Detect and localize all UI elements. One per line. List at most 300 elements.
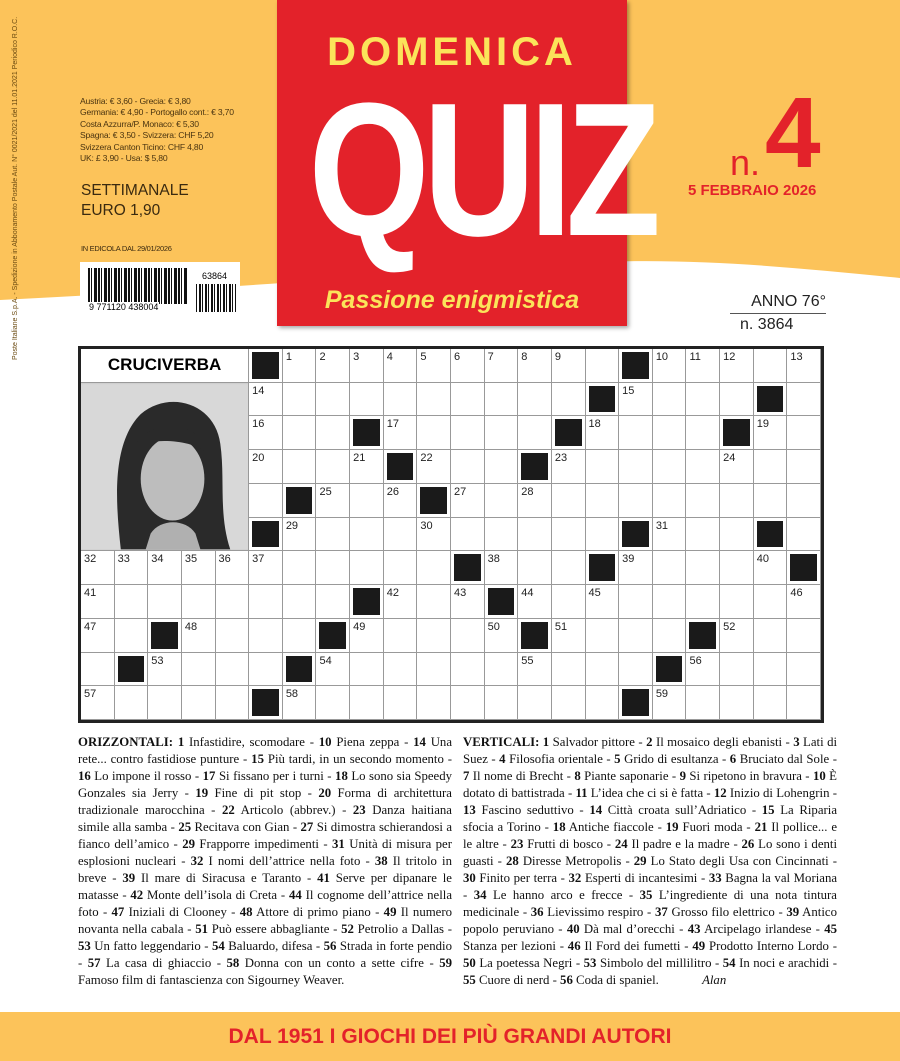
grid-cell[interactable] <box>720 349 754 383</box>
grid-cell[interactable] <box>249 585 283 619</box>
clue <box>569 871 698 885</box>
cell-number: 10 <box>655 351 669 363</box>
grid-cell[interactable] <box>552 349 586 383</box>
grid-cell[interactable] <box>283 619 317 653</box>
grid-cell[interactable] <box>384 585 418 619</box>
grid-cell[interactable] <box>754 450 788 484</box>
clue-number: 39 <box>786 905 800 919</box>
grid-cell[interactable] <box>81 585 115 619</box>
grid-cell[interactable] <box>754 551 788 585</box>
grid-cell[interactable] <box>451 619 485 653</box>
grid-cell[interactable] <box>686 416 720 450</box>
clue <box>506 854 621 868</box>
grid-cell[interactable] <box>316 383 350 417</box>
clue-number: 45 <box>824 922 837 936</box>
grid-cell[interactable] <box>586 619 620 653</box>
black-cell <box>283 653 317 687</box>
cell-number: 51 <box>554 620 568 633</box>
grid-cell[interactable] <box>216 551 250 585</box>
grid-cell[interactable] <box>720 653 754 687</box>
grid-cell[interactable] <box>316 551 350 585</box>
grid-cell[interactable] <box>249 653 283 687</box>
grid-cell[interactable] <box>686 551 720 585</box>
grid-cell[interactable] <box>686 484 720 518</box>
cell-number: 55 <box>521 654 534 667</box>
grid-cell[interactable] <box>485 349 519 383</box>
grid-cell[interactable] <box>787 416 821 450</box>
grid-cell[interactable] <box>787 686 821 720</box>
grid-cell[interactable] <box>686 349 720 383</box>
grid-cell[interactable] <box>384 518 418 552</box>
grid-cell[interactable] <box>754 416 788 450</box>
clue-number: 14 <box>589 803 603 817</box>
grid-cell[interactable] <box>686 518 720 552</box>
clue-text: Antico popolo peruviano <box>463 905 838 936</box>
grid-cell[interactable] <box>787 383 821 417</box>
grid-cell[interactable] <box>417 585 451 619</box>
grid-cell[interactable] <box>619 484 653 518</box>
grid-cell[interactable] <box>485 551 519 585</box>
grid-cell[interactable] <box>518 551 552 585</box>
grid-cell[interactable] <box>586 416 620 450</box>
clue-text: Può essere abbagliante <box>211 922 330 936</box>
grid-cell[interactable] <box>653 349 687 383</box>
grid-cell[interactable] <box>787 518 821 552</box>
grid-cell[interactable] <box>619 450 653 484</box>
grid-cell[interactable] <box>417 686 451 720</box>
grid-cell[interactable] <box>384 349 418 383</box>
grid-cell[interactable] <box>384 686 418 720</box>
clue-text: Lati di Suez <box>463 735 838 766</box>
grid-cell[interactable] <box>686 653 720 687</box>
cell-number: 54 <box>319 654 332 667</box>
grid-cell[interactable] <box>451 653 485 687</box>
grid-cell[interactable] <box>384 653 418 687</box>
grid-cell[interactable] <box>653 416 687 450</box>
grid-cell[interactable] <box>451 585 485 619</box>
clue-text: Donna con un conto a sette cifre <box>244 956 424 970</box>
clue <box>78 939 201 953</box>
black-cell <box>384 450 418 484</box>
black-cell <box>619 686 653 720</box>
grid-cell[interactable] <box>485 484 519 518</box>
grid-cell[interactable] <box>552 450 586 484</box>
clue-text: Stanza per lezioni <box>463 939 556 953</box>
grid-cell[interactable] <box>182 686 216 720</box>
clue-number: 1 <box>542 735 550 749</box>
grid-cell[interactable] <box>485 686 519 720</box>
clue <box>463 956 572 970</box>
cover-price: EURO 1,90 <box>81 202 161 219</box>
grid-cell[interactable] <box>485 619 519 653</box>
clue-number: 4 <box>499 752 506 766</box>
author-signature: Alan <box>702 973 727 987</box>
grid-cell[interactable] <box>586 686 620 720</box>
grid-cell[interactable] <box>619 619 653 653</box>
grid-cell[interactable] <box>619 383 653 417</box>
clue-number: 26 <box>741 837 755 851</box>
clue-text: Inizio di Lohengrin <box>729 786 830 800</box>
grid-cell[interactable] <box>81 686 115 720</box>
grid-cell[interactable] <box>754 484 788 518</box>
grid-cell[interactable] <box>586 653 620 687</box>
grid-cell[interactable] <box>653 551 687 585</box>
clue <box>178 735 305 749</box>
grid-cell[interactable] <box>787 585 821 619</box>
grid-cell[interactable] <box>518 585 552 619</box>
cell-number: 31 <box>655 519 669 532</box>
barcode-number: 9 771120 438004 <box>89 302 159 312</box>
clue <box>614 752 718 766</box>
clue <box>666 820 743 834</box>
grid-cell[interactable] <box>552 551 586 585</box>
grid-cell[interactable] <box>417 518 451 552</box>
grid-cell[interactable] <box>451 518 485 552</box>
clue-text: Lievissimo respiro <box>547 905 644 919</box>
clue-number: 8 <box>574 769 581 783</box>
grid-cell[interactable] <box>720 484 754 518</box>
clue-number: 48 <box>239 905 253 919</box>
grid-cell[interactable] <box>619 416 653 450</box>
clue <box>226 956 424 970</box>
grid-cell[interactable] <box>283 518 317 552</box>
cell-number: 53 <box>151 654 164 667</box>
black-cell <box>249 349 283 383</box>
grid-cell[interactable] <box>518 416 552 450</box>
clue-text: Antiche fiaccole <box>568 820 654 834</box>
black-cell <box>586 383 620 417</box>
black-cell <box>148 619 182 653</box>
grid-cell[interactable] <box>451 383 485 417</box>
grid-cell[interactable] <box>350 653 384 687</box>
clue-text: Lo sono sia Speedy Gonzales sia Jerry <box>78 769 453 800</box>
clue <box>584 956 712 970</box>
grid-cell[interactable] <box>316 416 350 450</box>
grid-cell[interactable] <box>552 383 586 417</box>
grid-cell[interactable] <box>249 619 283 653</box>
grid-cell[interactable] <box>586 518 620 552</box>
grid-cell[interactable] <box>586 450 620 484</box>
grid-cell[interactable] <box>350 349 384 383</box>
clue-number: 14 <box>413 735 426 749</box>
cell-number: 24 <box>723 452 736 465</box>
grid-cell[interactable] <box>148 686 182 720</box>
grid-cell[interactable] <box>754 349 788 383</box>
clue-number: 32 <box>190 854 204 868</box>
grid-cell[interactable] <box>518 383 552 417</box>
grid-cell[interactable] <box>115 585 149 619</box>
grid-cell[interactable] <box>216 585 250 619</box>
across-heading: ORIZZONTALI: <box>78 735 174 749</box>
black-cell <box>518 619 552 653</box>
grid-cell[interactable] <box>787 484 821 518</box>
grid-cell[interactable] <box>249 383 283 417</box>
clue <box>499 752 603 766</box>
clue-text: Bruciato dal Sole <box>739 752 830 766</box>
grid-cell[interactable] <box>384 484 418 518</box>
clue-number: 18 <box>335 769 348 783</box>
grid-cell[interactable] <box>787 619 821 653</box>
clue-number: 10 <box>318 735 332 749</box>
grid-cell[interactable] <box>249 551 283 585</box>
clue-text: Finito per terra <box>479 871 558 885</box>
grid-cell[interactable] <box>552 619 586 653</box>
actress-photo <box>81 383 249 552</box>
grid-cell[interactable] <box>283 416 317 450</box>
grid-cell[interactable] <box>485 450 519 484</box>
grid-cell[interactable] <box>316 484 350 518</box>
grid-cell[interactable] <box>552 653 586 687</box>
grid-cell[interactable] <box>249 450 283 484</box>
grid-cell[interactable] <box>653 686 687 720</box>
grid-cell[interactable] <box>350 450 384 484</box>
clue-number: 7 <box>463 769 470 783</box>
grid-cell[interactable] <box>720 518 754 552</box>
across-clues: ORIZZONTALI: 1 Infastidire, scomodare - 10 Piena zeppa - 14 Una rete... contro fastidiose punture - 15 Più tardi, in un secondo momento - 16 Lo impone il rosso - 17 Si fissano per i turni - 18 Lo sono sia Speedy Gonzales sia Jerry - 19 Fine di pit stop - 20 Forma di architettura tradizionale marocchina - 22 Articolo (abbrev.) - 23 Danza haitiana simile alla samba - 25 Recitava con Gian - 27 Si dimostra schierandosi a fianco dell’amico - 29 Frapporre impedimenti - 31 Unità di misura per esplosioni nucleari - 32 I nomi dell’attrice nella foto - 38 Il tritolo in breve - 39 Il mare di Siracusa e Taranto - 41 Serve per dipanare le matasse - 42 Monte dell’isola di Creta - 44 Il cognome dell’attrice nella foto - 47 Iniziali di Clooney - 48 Attore di primo piano - 49 Il numero novanta nella cabala - 51 Può essere abbagliante - 52 Petrolio a Dallas - 53 Un fatto leggendario - 54 Baluardo, difesa - 56 Strada in forte pendio - 57 La casa di ghiaccio - 58 Donna con un conto a sette cifre - 59 Famoso film di fantascienza con Sigourney Weaver. <box>78 735 453 987</box>
grid-cell[interactable] <box>552 484 586 518</box>
clue-text: Recitava con Gian <box>194 820 290 834</box>
grid-cell[interactable] <box>81 619 115 653</box>
grid-cell[interactable] <box>182 653 216 687</box>
grid-cell[interactable] <box>283 383 317 417</box>
grid-cell[interactable] <box>720 585 754 619</box>
cell-number: 4 <box>386 351 393 363</box>
grid-cell[interactable] <box>653 585 687 619</box>
grid-cell[interactable] <box>518 349 552 383</box>
clue <box>182 837 319 851</box>
grid-cell[interactable] <box>283 585 317 619</box>
grid-cell[interactable] <box>182 551 216 585</box>
clue-text: Infastidire, scomodare <box>188 735 305 749</box>
grid-cell[interactable] <box>720 551 754 585</box>
clue <box>195 786 301 800</box>
grid-cell[interactable] <box>787 450 821 484</box>
clue-text: Lo impone il rosso <box>94 769 192 783</box>
grid-cell[interactable] <box>552 518 586 552</box>
grid-cell[interactable] <box>216 619 250 653</box>
clue-number: 55 <box>463 973 476 987</box>
cell-number: 3 <box>353 351 360 363</box>
grid-cell[interactable] <box>384 619 418 653</box>
clue-number: 59 <box>439 956 452 970</box>
grid-cell[interactable] <box>350 619 384 653</box>
grid-cell[interactable] <box>384 383 418 417</box>
clue-text: Strada in forte pendio <box>339 939 452 953</box>
grid-cell[interactable] <box>619 551 653 585</box>
grid-cell[interactable] <box>316 349 350 383</box>
grid-cell[interactable] <box>182 619 216 653</box>
grid-cell[interactable] <box>417 349 451 383</box>
grid-cell[interactable] <box>586 585 620 619</box>
magazine-logo <box>277 0 655 326</box>
grid-cell[interactable] <box>686 450 720 484</box>
grid-cell[interactable] <box>653 383 687 417</box>
grid-cell[interactable] <box>316 585 350 619</box>
grid-cell[interactable] <box>518 518 552 552</box>
clue-text: Il nome di Brecht <box>472 769 564 783</box>
grid-cell[interactable] <box>283 450 317 484</box>
grid-cell[interactable] <box>720 686 754 720</box>
grid-cell[interactable] <box>316 450 350 484</box>
grid-cell[interactable] <box>686 585 720 619</box>
grid-cell[interactable] <box>619 585 653 619</box>
grid-cell[interactable] <box>754 585 788 619</box>
grid-cell[interactable] <box>115 551 149 585</box>
grid-cell[interactable] <box>148 551 182 585</box>
grid-cell[interactable] <box>316 518 350 552</box>
grid-cell[interactable] <box>754 686 788 720</box>
clue-text: Articolo (abbrev.) <box>240 803 336 817</box>
grid-cell[interactable] <box>81 551 115 585</box>
grid-cell[interactable] <box>787 653 821 687</box>
grid-cell[interactable] <box>619 653 653 687</box>
grid-cell[interactable] <box>451 349 485 383</box>
grid-cell[interactable] <box>485 653 519 687</box>
grid-cell[interactable] <box>417 450 451 484</box>
grid-cell[interactable] <box>249 484 283 518</box>
issue-serial: n. 3864 <box>740 316 794 333</box>
black-cell <box>720 416 754 450</box>
clue-number: 22 <box>222 803 235 817</box>
grid-cell[interactable] <box>451 484 485 518</box>
clue <box>553 820 654 834</box>
clue-number: 46 <box>567 939 581 953</box>
grid-cell[interactable] <box>384 416 418 450</box>
grid-cell[interactable] <box>586 349 620 383</box>
grid-cell[interactable] <box>451 416 485 450</box>
clue <box>324 939 452 953</box>
grid-cell[interactable] <box>148 585 182 619</box>
grid-cell[interactable] <box>350 551 384 585</box>
grid-cell[interactable] <box>417 653 451 687</box>
grid-cell[interactable] <box>417 416 451 450</box>
grid-cell[interactable] <box>787 349 821 383</box>
clue <box>195 922 329 936</box>
grid-cell[interactable] <box>451 686 485 720</box>
grid-cell[interactable] <box>216 653 250 687</box>
clue-text: Si dimostra schierandosi a fianco dell’amico <box>78 820 453 851</box>
clue-text: Si ripetono in bravura <box>689 769 802 783</box>
grid-cell[interactable] <box>686 383 720 417</box>
grid-cell[interactable] <box>115 686 149 720</box>
black-cell <box>686 619 720 653</box>
grid-cell[interactable] <box>518 686 552 720</box>
grid-cell[interactable] <box>653 518 687 552</box>
grid-cell[interactable] <box>182 585 216 619</box>
grid-cell[interactable] <box>720 450 754 484</box>
grid-cell[interactable] <box>81 653 115 687</box>
grid-cell[interactable] <box>518 484 552 518</box>
cell-number: 50 <box>487 620 500 633</box>
grid-cell[interactable] <box>216 686 250 720</box>
grid-cell[interactable] <box>350 484 384 518</box>
grid-cell[interactable] <box>451 450 485 484</box>
cell-number: 59 <box>655 688 669 701</box>
grid-cell[interactable] <box>754 619 788 653</box>
grid-cell[interactable] <box>754 653 788 687</box>
clue-text: Iniziali di Clooney <box>128 905 227 919</box>
clue-text: Più tardi, in un secondo momento <box>267 752 444 766</box>
cell-number: 44 <box>521 587 534 600</box>
grid-cell[interactable] <box>249 416 283 450</box>
clue-number: 33 <box>708 871 722 885</box>
clue <box>709 871 837 885</box>
grid-cell[interactable] <box>485 383 519 417</box>
grid-cell[interactable] <box>653 484 687 518</box>
clue-number: 30 <box>463 871 476 885</box>
grid-cell[interactable] <box>316 686 350 720</box>
clue <box>574 769 668 783</box>
clue <box>589 803 746 817</box>
clue <box>463 769 563 783</box>
grid-cell[interactable] <box>518 653 552 687</box>
down-heading: VERTICALI: <box>463 735 540 749</box>
clue-number: 58 <box>226 956 240 970</box>
grid-cell[interactable] <box>283 349 317 383</box>
clue-text: È dotato di battistrada <box>463 769 837 800</box>
grid-cell[interactable] <box>350 518 384 552</box>
grid-cell[interactable] <box>720 619 754 653</box>
clue-text: Frapporre impedimenti <box>199 837 319 851</box>
cell-number: 47 <box>84 620 97 633</box>
grid-cell[interactable] <box>653 619 687 653</box>
clue-number: 56 <box>323 939 337 953</box>
grid-cell[interactable] <box>653 450 687 484</box>
clue <box>680 769 802 783</box>
cell-number: 8 <box>521 351 528 363</box>
clue-number: 27 <box>300 820 314 834</box>
grid-cell[interactable] <box>485 416 519 450</box>
grid-cell[interactable] <box>350 383 384 417</box>
black-cell <box>350 585 384 619</box>
grid-cell[interactable] <box>417 619 451 653</box>
grid-cell[interactable] <box>148 653 182 687</box>
grid-cell[interactable] <box>384 551 418 585</box>
grid-cell[interactable] <box>485 518 519 552</box>
grid-cell[interactable] <box>115 619 149 653</box>
barcode-bars <box>88 268 188 304</box>
grid-cell[interactable] <box>350 686 384 720</box>
clue-number: 53 <box>583 956 597 970</box>
clue <box>531 905 644 919</box>
black-cell <box>451 551 485 585</box>
clue-number: 44 <box>288 888 302 902</box>
grid-cell[interactable] <box>417 383 451 417</box>
grid-cell[interactable] <box>686 686 720 720</box>
grid-cell[interactable] <box>720 383 754 417</box>
clue-text: In noci e arachidi <box>739 956 830 970</box>
grid-cell[interactable] <box>552 585 586 619</box>
clue-number: 49 <box>692 939 706 953</box>
black-cell <box>518 450 552 484</box>
grid-cell[interactable] <box>417 551 451 585</box>
clue-text: Dà mal d’orecchi <box>583 922 675 936</box>
clue-text: Arcipelago irlandese <box>704 922 812 936</box>
grid-cell[interactable] <box>586 484 620 518</box>
clue-number: 5 <box>614 752 621 766</box>
grid-cell[interactable] <box>552 686 586 720</box>
cell-number: 36 <box>218 553 231 566</box>
cell-number: 29 <box>285 519 299 532</box>
grid-cell[interactable] <box>283 551 317 585</box>
grid-cell[interactable] <box>283 686 317 720</box>
grid-cell[interactable] <box>316 653 350 687</box>
clue-text: Il Ford dei fumetti <box>584 939 681 953</box>
cell-number: 19 <box>756 418 769 431</box>
logo-domenica: DOMENICA <box>327 30 577 74</box>
clue-text: Serve per dipanare le matasse <box>78 871 452 902</box>
cell-number: 15 <box>622 384 635 397</box>
